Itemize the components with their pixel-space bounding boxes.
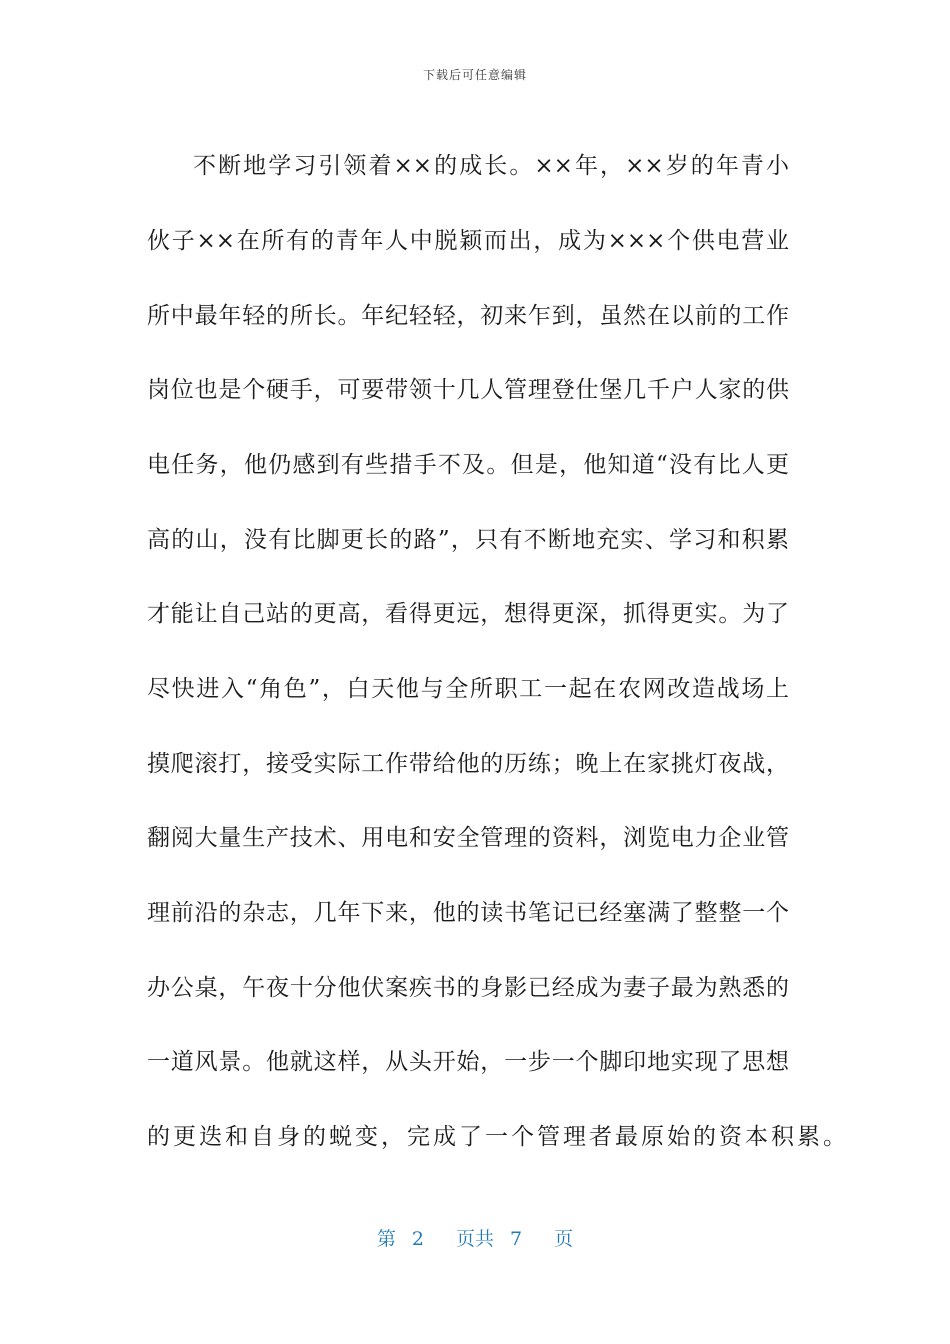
body-line-13: 一道风景。他就这样，从头开始，一步一个脚印地实现了思想	[147, 1049, 789, 1075]
body-line-3: 所中最年轻的所长。年纪轻轻，初来乍到，虽然在以前的工作	[147, 303, 789, 329]
body-line-2: 伙子××在所有的青年人中脱颖而出，成为×××个供电营业	[147, 228, 789, 254]
body-line-10: 翻阅大量生产技术、用电和安全管理的资料，浏览电力企业管	[147, 825, 789, 851]
body-line-14: 的更迭和自身的蜕变，完成了一个管理者最原始的资本积累。	[147, 1124, 849, 1150]
footer-suffix: 页	[554, 1228, 574, 1250]
body-line-8: 尽快进入“角色”，白天他与全所职工一起在农网改造战场上	[147, 676, 789, 702]
footer-total-pages: 7	[510, 1228, 523, 1250]
body-line-12: 办公桌，午夜十分他伏案疾书的身影已经成为妻子最为熟悉的	[147, 975, 789, 1001]
body-line-9: 摸爬滚打，接受实际工作带给他的历练；晚上在家挑灯夜战，	[147, 751, 789, 777]
footer-prefix: 第	[376, 1228, 396, 1250]
body-line-5: 电任务，他仍感到有些措手不及。但是，他知道“没有比人更	[147, 452, 789, 478]
body-line-6: 高的山，没有比脚更长的路”，只有不断地充实、学习和积累	[147, 527, 789, 553]
page-footer	[0, 1224, 950, 1251]
footer-current-page: 2	[411, 1228, 424, 1250]
footer-middle: 页共	[455, 1228, 494, 1250]
body-line-4: 岗位也是个硬手，可要带领十几人管理登仕堡几千户人家的供	[147, 377, 789, 403]
page-header: 下载后可任意编辑	[422, 68, 527, 82]
body-line-11: 理前沿的杂志，几年下来，他的读书笔记已经塞满了整整一个	[147, 900, 789, 926]
body-line-7: 才能让自己站的更高，看得更远，想得更深，抓得更实。为了	[147, 601, 789, 627]
body-line-1: 不断地学习引领着××的成长。××年，××岁的年青小	[193, 153, 789, 179]
